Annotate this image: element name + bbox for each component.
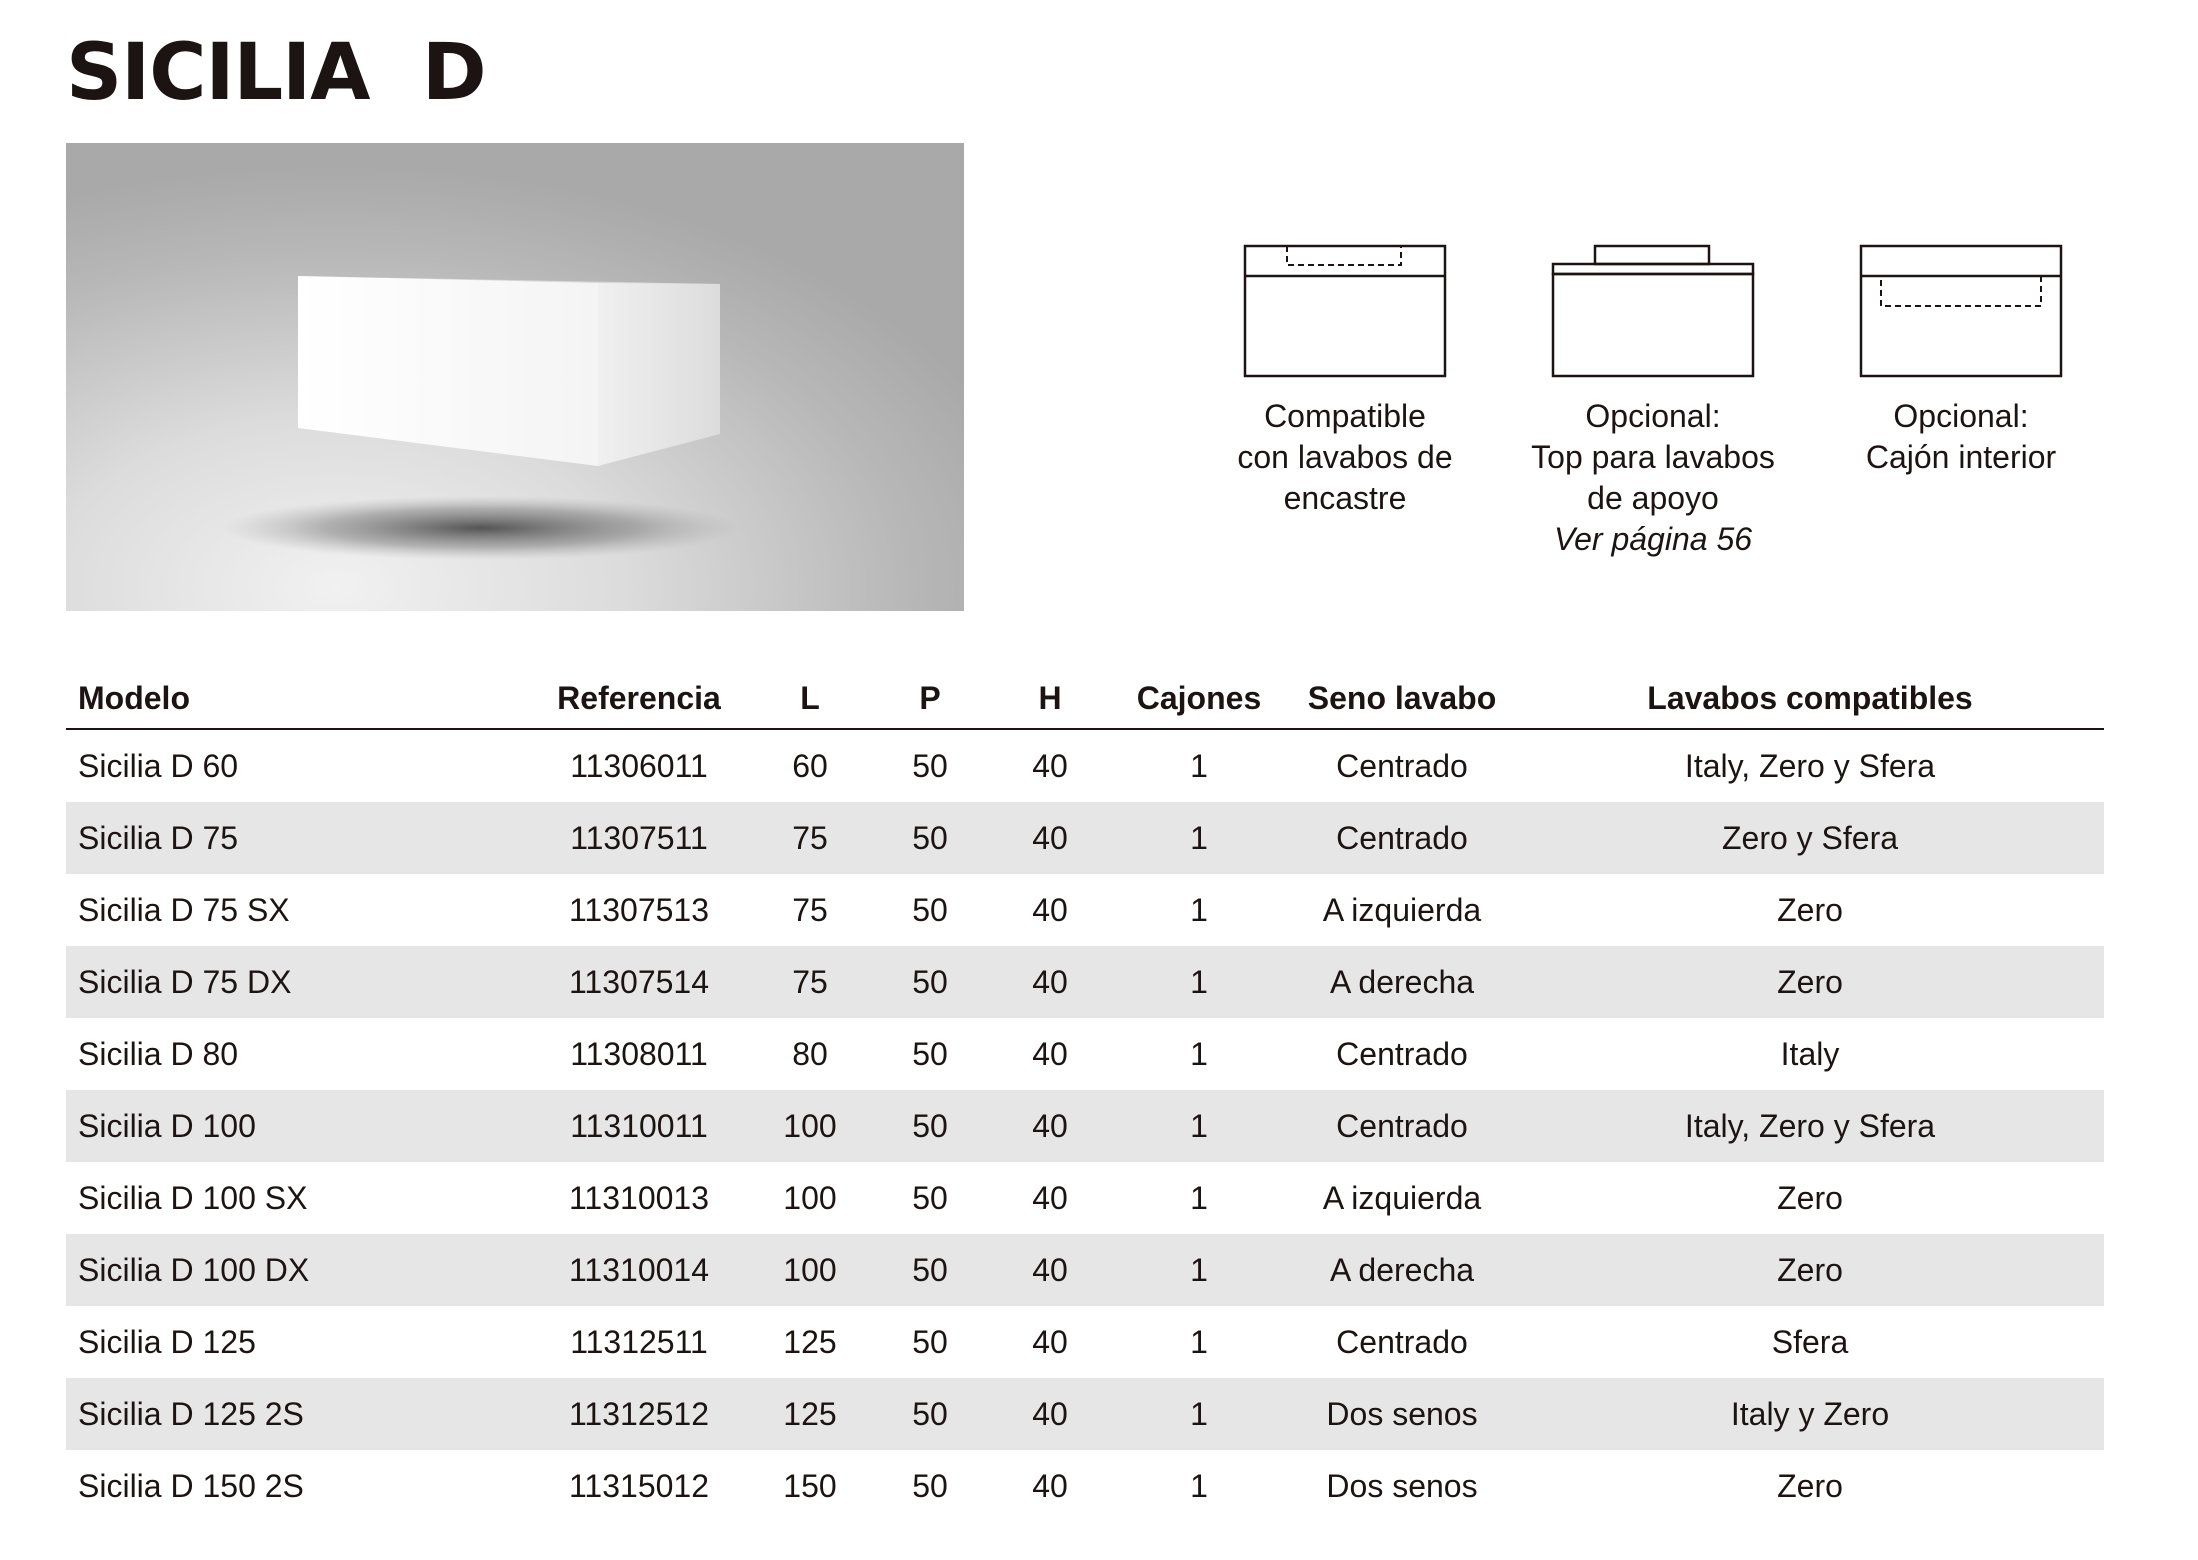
cell-modelo: Sicilia D 150 2S xyxy=(78,1467,304,1504)
cell-p: 50 xyxy=(870,1090,990,1162)
cell-h: 40 xyxy=(990,1090,1110,1162)
cell-h: 40 xyxy=(1032,1467,1068,1504)
cell-seno-lavabo: Centrado xyxy=(1336,1035,1468,1072)
cell-cajones: 1 xyxy=(1190,1035,1208,1072)
table-body xyxy=(66,729,2104,1522)
table-row xyxy=(66,874,2104,946)
cell-l: 125 xyxy=(783,1323,837,1360)
cell-h: 40 xyxy=(990,946,1110,1018)
feature-caption-line: de apoyo xyxy=(1587,480,1719,516)
cell-h: 40 xyxy=(990,1378,1110,1450)
table-row xyxy=(66,729,2104,802)
cell-p: 50 xyxy=(912,1179,948,1216)
cell-p: 50 xyxy=(870,1234,990,1306)
feature-interior-drawer xyxy=(1816,242,2106,478)
cell-p: 50 xyxy=(912,1323,948,1360)
column-header-modelo: Modelo xyxy=(66,668,528,729)
cell-p: 50 xyxy=(912,747,948,784)
cell-modelo: Sicilia D 100 SX xyxy=(78,1179,308,1216)
cell-cajones: 1 xyxy=(1110,1378,1288,1450)
cell-modelo: Sicilia D 75 xyxy=(66,802,528,874)
column-header-seno-lavabo: Seno lavabo xyxy=(1288,668,1516,729)
cell-cajones: 1 xyxy=(1110,802,1288,874)
column-header-lavabos-compatibles: Lavabos compatibles xyxy=(1516,668,2104,729)
cell-cajones: 1 xyxy=(1190,1467,1208,1504)
cell-l: 75 xyxy=(750,946,870,1018)
cell-modelo: Sicilia D 125 2S xyxy=(66,1378,528,1450)
table-row xyxy=(66,1234,2104,1306)
cell-cajones: 1 xyxy=(1190,1179,1208,1216)
feature-caption-line: Opcional: xyxy=(1893,398,2029,434)
cell-seno-lavabo: Centrado xyxy=(1336,747,1468,784)
cell-seno-lavabo: A derecha xyxy=(1288,1234,1516,1306)
cell-lavabos-compatibles: Italy xyxy=(1780,1035,1840,1072)
cell-modelo: Sicilia D 100 DX xyxy=(66,1234,528,1306)
cell-l: 150 xyxy=(783,1467,837,1504)
cell-seno-lavabo: Dos senos xyxy=(1288,1378,1516,1450)
feature-caption-line: Cajón interior xyxy=(1865,439,2057,475)
cell-cajones: 1 xyxy=(1110,1090,1288,1162)
cell-p: 50 xyxy=(870,946,990,1018)
feature-countertop xyxy=(1508,242,1798,560)
cell-cajones: 1 xyxy=(1110,1234,1288,1306)
cell-l: 60 xyxy=(792,747,828,784)
feature-caption-line: Top para lavabos xyxy=(1531,439,1775,475)
cell-lavabos-compatibles: Zero xyxy=(1516,946,2104,1018)
cell-referencia: 11310014 xyxy=(528,1234,750,1306)
table-row xyxy=(66,1450,2104,1522)
cell-seno-lavabo: Centrado xyxy=(1288,802,1516,874)
feature-caption-line: Opcional: xyxy=(1585,398,1721,434)
cell-referencia: 11306011 xyxy=(570,747,708,784)
column-header-p: P xyxy=(870,668,990,729)
inset-basin-icon xyxy=(1243,242,1447,378)
product-photo xyxy=(66,143,964,611)
cell-referencia: 11315012 xyxy=(569,1467,709,1504)
cell-p: 50 xyxy=(912,1035,948,1072)
feature-caption-line: Compatible xyxy=(1264,398,1426,434)
cell-cajones: 1 xyxy=(1190,747,1208,784)
cell-h: 40 xyxy=(990,802,1110,874)
table-row xyxy=(66,802,2104,874)
cell-lavabos-compatibles: Zero xyxy=(1777,1179,1843,1216)
table-header-row xyxy=(66,668,2104,729)
cell-p: 50 xyxy=(912,891,948,928)
cell-h: 40 xyxy=(1032,891,1068,928)
cell-lavabos-compatibles: Italy y Zero xyxy=(1516,1378,2104,1450)
cell-l: 75 xyxy=(750,802,870,874)
cell-cajones: 1 xyxy=(1190,891,1208,928)
cell-p: 50 xyxy=(912,1467,948,1504)
cell-modelo: Sicilia D 75 SX xyxy=(78,891,290,928)
feature-inset-basin xyxy=(1200,242,1490,519)
cell-h: 40 xyxy=(1032,1179,1068,1216)
column-header-cajones: Cajones xyxy=(1110,668,1288,729)
cell-seno-lavabo: A derecha xyxy=(1288,946,1516,1018)
cell-seno-lavabo: A izquierda xyxy=(1322,1179,1482,1216)
cell-lavabos-compatibles: Zero xyxy=(1777,1467,1843,1504)
cell-h: 40 xyxy=(1032,747,1068,784)
page-reference-link[interactable]: Ver página 56 xyxy=(1553,521,1753,557)
models-table xyxy=(66,668,2104,1522)
vanity-unit-image xyxy=(66,143,964,611)
cell-lavabos-compatibles: Zero y Sfera xyxy=(1516,802,2104,874)
cell-modelo: Sicilia D 80 xyxy=(78,1035,239,1072)
cell-l: 100 xyxy=(750,1090,870,1162)
table-row xyxy=(66,1306,2104,1378)
cell-seno-lavabo: Centrado xyxy=(1336,1323,1468,1360)
cell-seno-lavabo: Centrado xyxy=(1288,1090,1516,1162)
cell-lavabos-compatibles: Sfera xyxy=(1771,1323,1849,1360)
cell-referencia: 11312512 xyxy=(528,1378,750,1450)
cell-referencia: 11312511 xyxy=(570,1323,708,1360)
cell-l: 100 xyxy=(783,1179,837,1216)
cell-p: 50 xyxy=(870,1378,990,1450)
cell-modelo: Sicilia D 75 DX xyxy=(66,946,528,1018)
cell-referencia: 11310013 xyxy=(569,1179,709,1216)
cell-h: 40 xyxy=(990,1234,1110,1306)
table-row xyxy=(66,1090,2104,1162)
cell-referencia: 11308011 xyxy=(570,1035,708,1072)
column-header-h: H xyxy=(990,668,1110,729)
cell-l: 125 xyxy=(750,1378,870,1450)
column-header-l: L xyxy=(750,668,870,729)
cell-p: 50 xyxy=(870,802,990,874)
cell-h: 40 xyxy=(1032,1323,1068,1360)
cell-modelo: Sicilia D 125 xyxy=(78,1323,256,1360)
cell-l: 100 xyxy=(750,1234,870,1306)
feature-caption-line: con lavabos de xyxy=(1237,439,1453,475)
cell-cajones: 1 xyxy=(1190,1323,1208,1360)
cell-l: 75 xyxy=(792,891,828,928)
table-row xyxy=(66,1018,2104,1090)
cell-lavabos-compatibles: Zero xyxy=(1777,891,1843,928)
table-row xyxy=(66,1162,2104,1234)
table-row xyxy=(66,946,2104,1018)
cell-lavabos-compatibles: Italy, Zero y Sfera xyxy=(1516,1090,2104,1162)
cell-l: 80 xyxy=(792,1035,828,1072)
interior-drawer-icon xyxy=(1859,242,2063,378)
cell-referencia: 11307511 xyxy=(528,802,750,874)
table-row xyxy=(66,1378,2104,1450)
cell-modelo: Sicilia D 60 xyxy=(78,747,239,784)
cell-referencia: 11310011 xyxy=(528,1090,750,1162)
cell-seno-lavabo: A izquierda xyxy=(1322,891,1482,928)
cell-seno-lavabo: Dos senos xyxy=(1326,1467,1478,1504)
column-header-referencia: Referencia xyxy=(528,668,750,729)
cell-referencia: 11307514 xyxy=(528,946,750,1018)
cell-cajones: 1 xyxy=(1110,946,1288,1018)
cell-modelo: Sicilia D 100 xyxy=(66,1090,528,1162)
countertop-icon xyxy=(1551,242,1755,378)
page-title: SICILIA D xyxy=(66,28,486,118)
cell-referencia: 11307513 xyxy=(569,891,709,928)
cell-lavabos-compatibles: Italy, Zero y Sfera xyxy=(1684,747,1936,784)
cell-lavabos-compatibles: Zero xyxy=(1516,1234,2104,1306)
cell-h: 40 xyxy=(1032,1035,1068,1072)
feature-caption-line: encastre xyxy=(1283,480,1407,516)
